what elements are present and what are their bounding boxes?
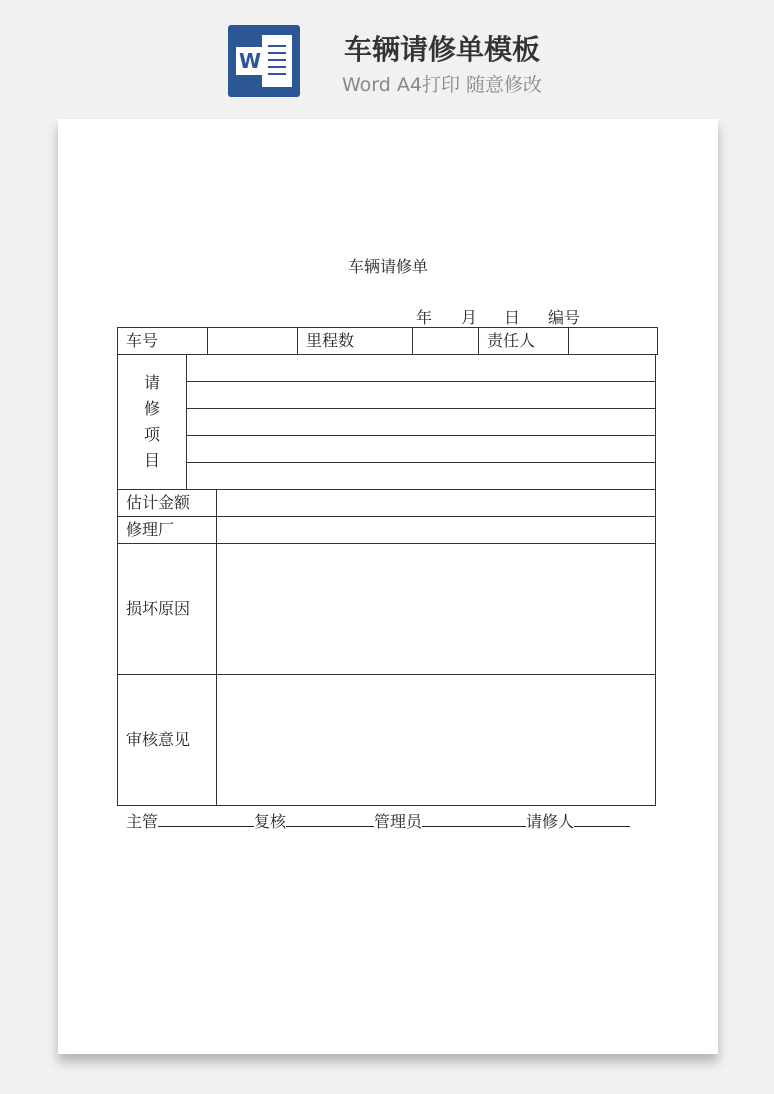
requester-blank[interactable] — [574, 812, 630, 827]
repair-item-line[interactable] — [187, 409, 656, 436]
header — [0, 0, 774, 110]
review-opinion-value[interactable] — [217, 675, 656, 806]
plate-label: 车号 — [118, 328, 208, 355]
factory-value[interactable] — [217, 517, 656, 544]
damage-reason-value[interactable] — [217, 544, 656, 675]
damage-reason-label: 损坏原因 — [118, 544, 217, 675]
estimate-label: 估计金额 — [118, 490, 217, 517]
review-blank[interactable] — [286, 812, 374, 827]
repair-items-table — [117, 354, 656, 490]
number-label: 编号 — [548, 308, 581, 327]
admin-label: 管理员 — [374, 812, 423, 831]
signature-line — [126, 809, 630, 832]
month-label: 月 — [461, 308, 478, 327]
responsible-label: 责任人 — [479, 328, 569, 355]
header-title: 车辆请修单模板 — [343, 33, 540, 66]
vehicle-info-table — [117, 327, 658, 355]
factory-label: 修理厂 — [118, 517, 217, 544]
requester-label: 请修人 — [526, 812, 575, 831]
day-label: 日 — [504, 308, 521, 327]
supervisor-blank[interactable] — [158, 812, 254, 827]
year-label: 年 — [416, 308, 433, 327]
form-title: 车辆请修单 — [347, 257, 428, 276]
supervisor-label: 主管 — [126, 812, 159, 831]
admin-blank[interactable] — [422, 812, 526, 827]
responsible-value[interactable] — [569, 328, 658, 355]
repair-item-line[interactable] — [187, 382, 656, 409]
document-page — [58, 119, 718, 1054]
plate-value[interactable] — [208, 328, 298, 355]
repair-item-line[interactable] — [187, 355, 656, 382]
repair-item-line[interactable] — [187, 463, 656, 490]
details-table — [117, 489, 656, 806]
word-icon: W — [228, 25, 300, 97]
mileage-label: 里程数 — [298, 328, 413, 355]
review-opinion-label: 审核意见 — [118, 675, 217, 806]
header-subtitle: Word A4打印 随意修改 — [341, 74, 542, 96]
repair-items-label: 请 修 项 目 — [118, 355, 187, 490]
estimate-value[interactable] — [217, 490, 656, 517]
repair-item-line[interactable] — [187, 436, 656, 463]
review-label: 复核 — [254, 812, 287, 831]
mileage-value[interactable] — [413, 328, 479, 355]
